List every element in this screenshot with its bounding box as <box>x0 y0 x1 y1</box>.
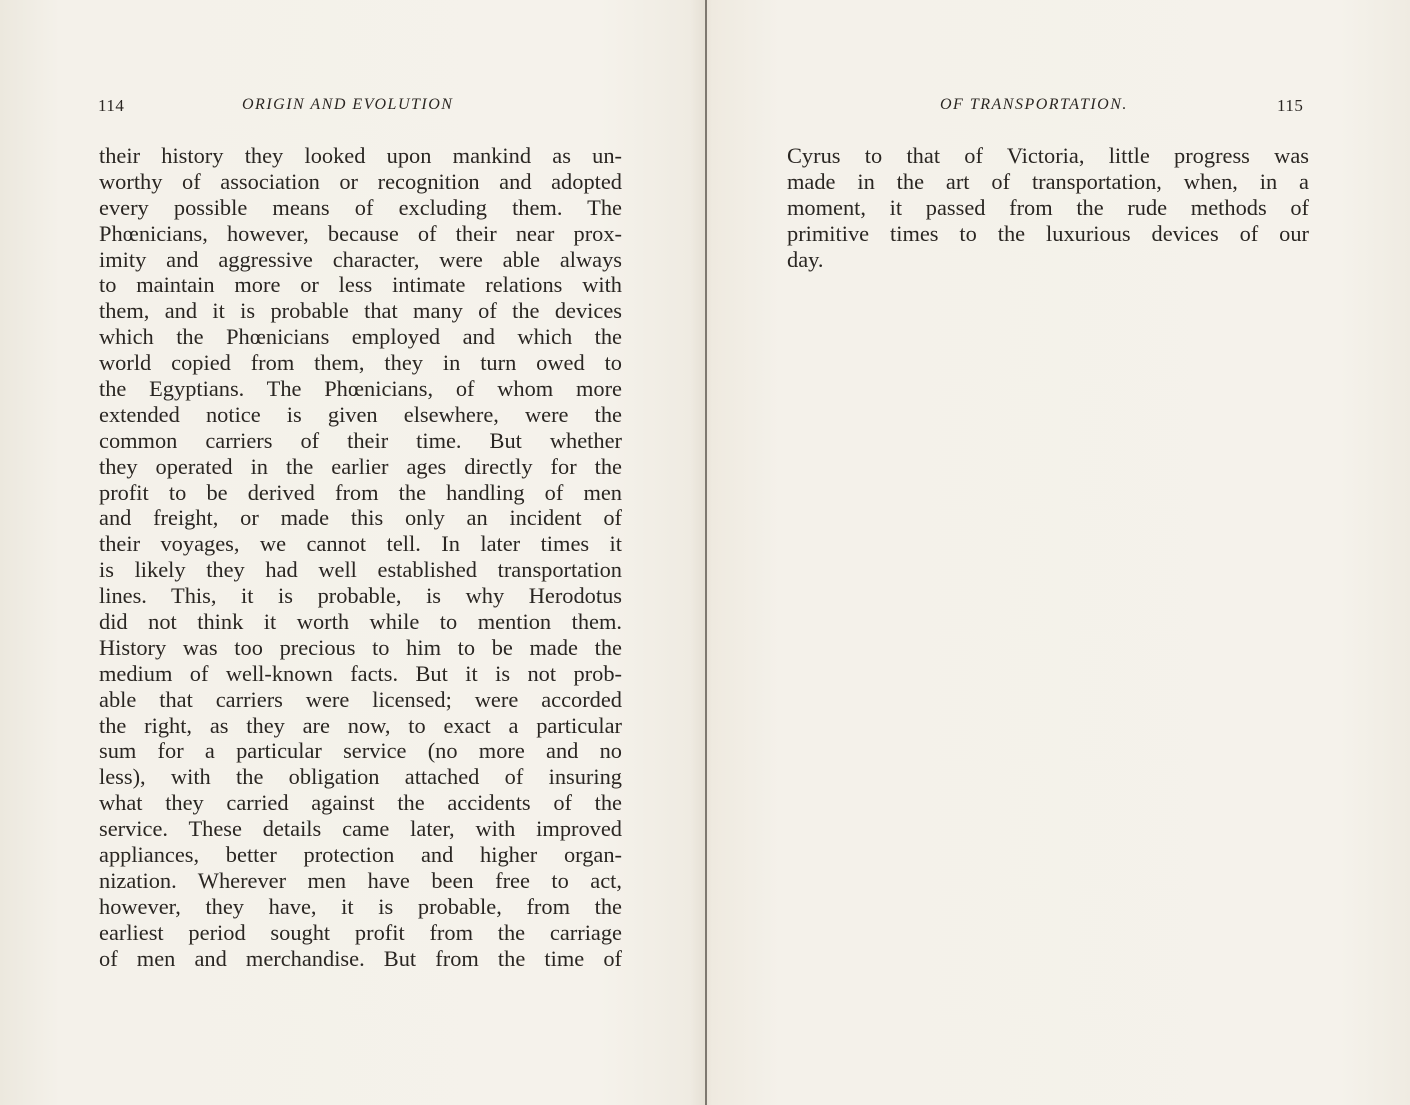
left-body-text <box>99 143 622 972</box>
text-line: world copied from them, they in turn owed to <box>99 350 622 376</box>
text-line: nization. Wherever men have been free to act, <box>99 867 622 893</box>
text-line: to maintain more or less intimate relations with <box>99 272 622 298</box>
text-line: service. These details came later, with improved <box>99 816 622 842</box>
text-line: their history they looked upon mankind as un- <box>99 143 622 168</box>
text-line: appliances, better protection and higher organ- <box>99 842 622 868</box>
text-line: medium of well-known facts. But it is not prob- <box>99 660 622 686</box>
text-line: imity and aggressive character, were able always <box>99 246 622 272</box>
left-page-number: 114 <box>98 96 125 115</box>
text-line: lines. This, it is probable, is why Herodotus <box>99 583 622 609</box>
text-line: day. <box>787 246 824 272</box>
text-line: did not think it worth while to mention them. <box>99 609 622 635</box>
text-line: the right, as they are now, to exact a particular <box>99 712 622 738</box>
text-line: and freight, or made this only an incident of <box>99 505 622 531</box>
right-page-number: 115 <box>1277 96 1304 115</box>
left-running-head: ORIGIN AND EVOLUTION <box>242 96 454 113</box>
text-line: they operated in the earlier ages directly for the <box>99 453 622 479</box>
text-line: profit to be derived from the handling of men <box>99 479 622 505</box>
text-line: however, they have, it is probable, from the <box>99 893 622 919</box>
right-running-head: OF TRANSPORTATION. <box>940 96 1128 113</box>
text-line: able that carriers were licensed; were accorded <box>99 686 622 712</box>
text-line: moment, it passed from the rude methods of <box>787 194 1309 220</box>
text-line: their voyages, we cannot tell. In later times it <box>99 531 622 557</box>
text-line: sum for a particular service (no more and no <box>99 738 622 764</box>
text-line: them, and it is probable that many of the devices <box>99 298 622 324</box>
text-line: Cyrus to that of Victoria, little progress was <box>787 143 1309 168</box>
text-line: extended notice is given elsewhere, were the <box>99 401 622 427</box>
text-line: made in the art of transportation, when, in a <box>787 168 1309 194</box>
text-line: what they carried against the accidents of the <box>99 790 622 816</box>
text-line: is likely they had well established transportation <box>99 557 622 583</box>
text-line: the Egyptians. The Phœnicians, of whom more <box>99 376 622 402</box>
text-line: of men and merchandise. But from the time of <box>99 945 622 971</box>
text-line: History was too precious to him to be made the <box>99 634 622 660</box>
text-line: earliest period sought profit from the carriage <box>99 919 622 945</box>
text-line: primitive times to the luxurious devices of our <box>787 220 1309 246</box>
text-line: worthy of association or recognition and adopted <box>99 168 622 194</box>
right-page <box>707 0 1410 1105</box>
text-line: every possible means of excluding them. The <box>99 194 622 220</box>
text-line: common carriers of their time. But whether <box>99 427 622 453</box>
right-body-text <box>787 143 1309 272</box>
text-line: less), with the obligation attached of insuring <box>99 764 622 790</box>
text-line: Phœnicians, however, because of their near prox- <box>99 220 622 246</box>
text-line: which the Phœnicians employed and which the <box>99 324 622 350</box>
